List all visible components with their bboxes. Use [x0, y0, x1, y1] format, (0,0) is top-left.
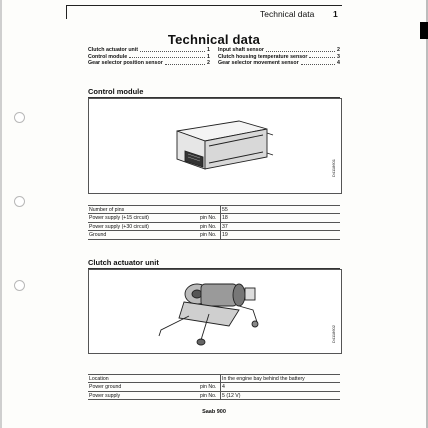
column-divider: [220, 392, 221, 399]
column-divider: [220, 231, 221, 238]
punch-hole: [14, 280, 25, 291]
spec-label: Power supply: [89, 392, 121, 399]
table-row: [88, 222, 340, 230]
toc-entry-page: 1: [207, 53, 210, 60]
toc-right-column: [218, 47, 340, 67]
toc-entry-page: 1: [207, 47, 210, 53]
spec-value: 55: [222, 207, 228, 213]
table-row: [88, 391, 340, 400]
toc-leader-dots: [140, 47, 205, 52]
spec-value: 37: [222, 223, 228, 230]
spec-pin-label: pin No.: [200, 392, 217, 399]
punch-hole: [14, 112, 25, 123]
clutch-actuator-figure: [88, 269, 342, 354]
clutch-actuator-illustration: [89, 270, 341, 353]
figure-code: D4118602: [331, 325, 336, 344]
column-divider: [220, 214, 221, 221]
spec-value: In the engine bay behind the battery: [222, 376, 305, 382]
toc-entry-label: Clutch actuator unit: [88, 47, 139, 53]
punch-hole: [14, 196, 25, 207]
spec-label: Number of pins: [89, 207, 125, 213]
control-module-illustration: [89, 99, 341, 193]
column-divider: [220, 206, 221, 213]
toc-entry[interactable]: [218, 60, 340, 67]
spec-label: Ground: [89, 232, 107, 239]
spec-label: Power supply (+30 circuit): [89, 223, 149, 230]
toc-entry-label: Gear selector movement sensor: [218, 60, 299, 67]
toc-left-column: [88, 47, 210, 67]
spec-value: 5 (12 V): [222, 392, 241, 399]
toc-leader-dots: [266, 47, 335, 52]
toc-leader-dots: [301, 60, 335, 65]
toc-entry-page: 4: [337, 60, 340, 67]
toc-leader-dots: [129, 54, 205, 59]
table-row: [88, 382, 340, 390]
toc-entry-page: 2: [207, 60, 210, 67]
toc-entry-label: Input shaft sensor: [218, 47, 264, 53]
toc-entry[interactable]: [88, 47, 210, 54]
column-divider: [220, 383, 221, 390]
figure-code: D4118601: [331, 159, 336, 178]
spec-pin-label: pin No.: [200, 223, 217, 230]
column-divider: [220, 223, 221, 230]
table-row: [88, 374, 340, 382]
toc-entry[interactable]: [218, 47, 340, 54]
spec-label: Power supply (+15 circuit): [89, 215, 149, 222]
spec-pin-label: pin No.: [200, 384, 217, 391]
spec-value: 19: [222, 232, 228, 239]
table-row: [88, 230, 340, 239]
page-left-edge: [0, 0, 2, 428]
toc-entry-page: 3: [337, 53, 340, 60]
spec-pin-label: pin No.: [200, 215, 217, 222]
toc-leader-dots: [165, 60, 205, 65]
header-page-number: 1: [333, 9, 338, 19]
toc-entry-page: 2: [337, 47, 340, 53]
header-rule: [66, 5, 342, 6]
table-row: [88, 213, 340, 221]
spec-label: Location: [89, 376, 109, 382]
header-title: Technical data: [260, 9, 315, 19]
toc-entry[interactable]: [88, 60, 210, 67]
toc-entry-label: Control module: [88, 53, 128, 60]
spec-value: 4: [222, 384, 225, 391]
toc-entry[interactable]: [218, 54, 340, 61]
page-title: Technical data: [167, 32, 261, 47]
table-row: [88, 205, 340, 213]
spec-label: Power ground: [89, 384, 122, 391]
page-footer: Saab 900: [202, 409, 226, 415]
section-title-clutch-actuator: Clutch actuator unit: [88, 258, 159, 267]
toc-entry-label: Clutch housing temperature sensor: [218, 53, 308, 60]
toc-entry[interactable]: [88, 54, 210, 61]
column-divider: [220, 375, 221, 382]
spec-value: 18: [222, 215, 228, 222]
header-rule-vertical: [66, 5, 67, 19]
toc-entry-label: Gear selector position sensor: [88, 60, 163, 67]
control-module-spec-table: [88, 205, 340, 240]
section-title-control-module: Control module: [88, 87, 144, 96]
clutch-actuator-spec-table: [88, 374, 340, 400]
spec-pin-label: pin No.: [200, 232, 217, 239]
control-module-figure: [88, 98, 342, 194]
toc-leader-dots: [309, 54, 335, 59]
